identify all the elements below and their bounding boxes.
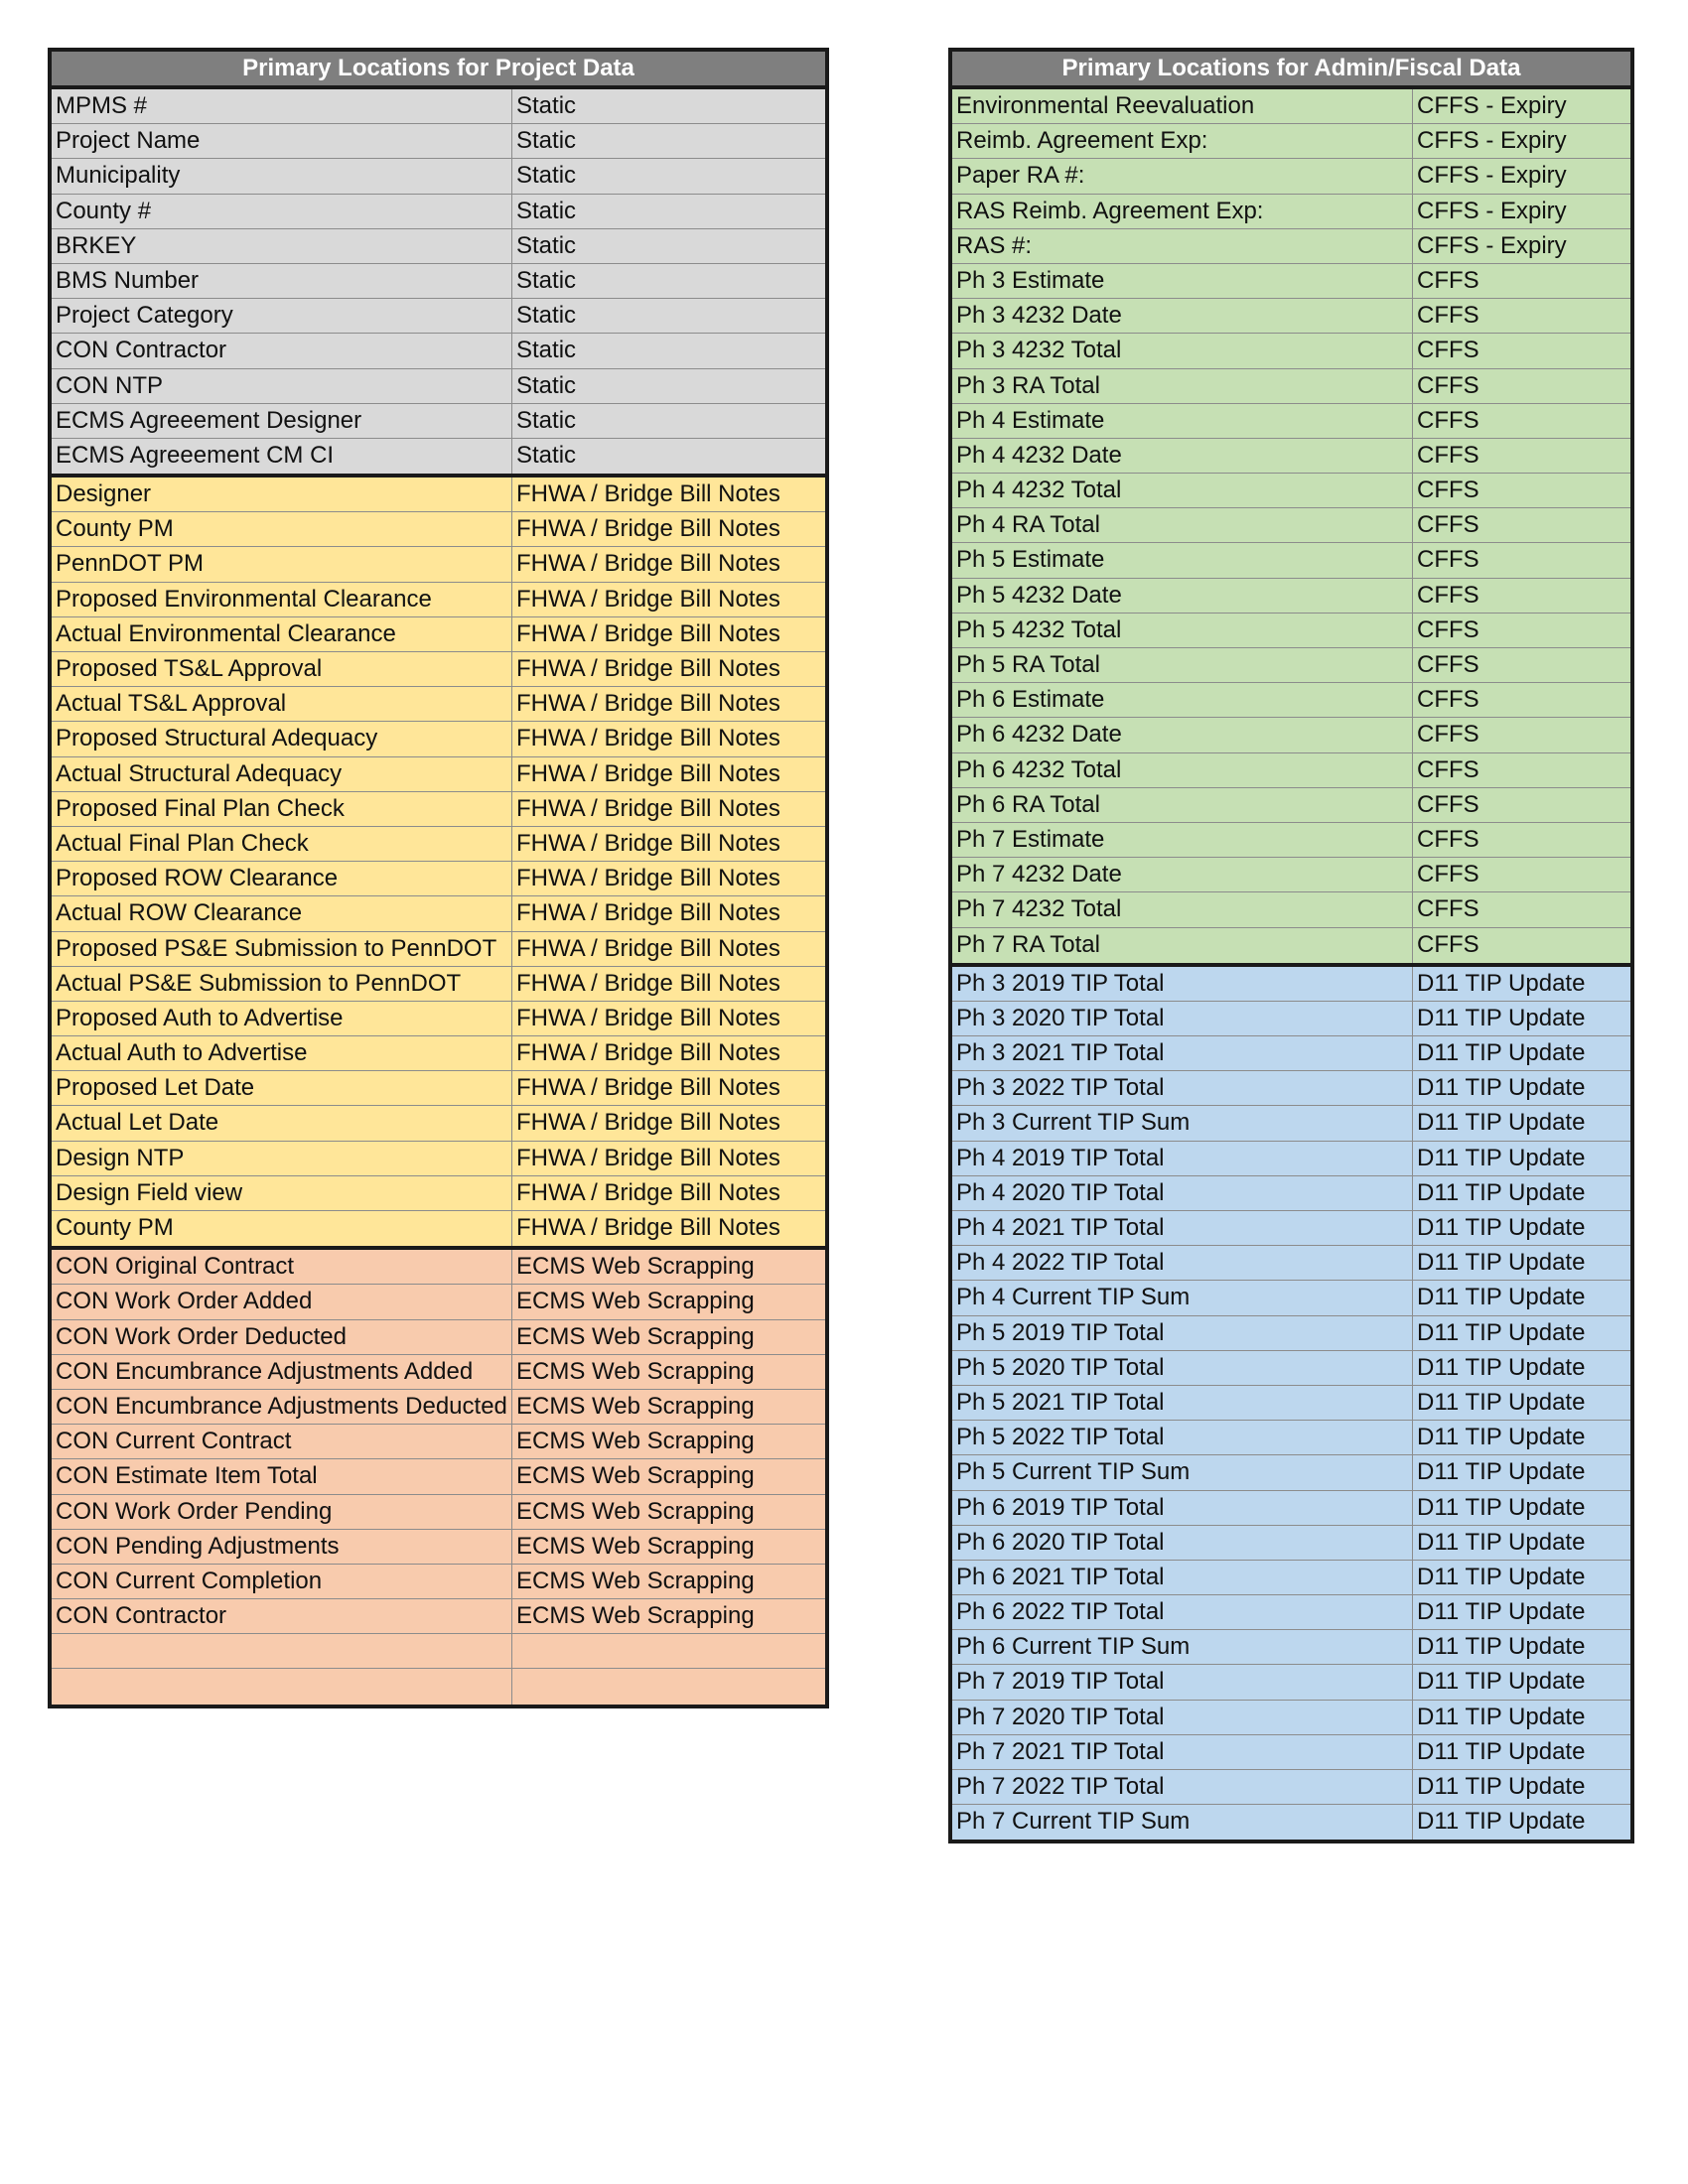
source-cell: FHWA / Bridge Bill Notes xyxy=(516,619,780,647)
field-name-cell: Proposed Final Plan Check xyxy=(52,792,512,826)
table-row xyxy=(52,1106,825,1141)
source-cell: D11 TIP Update xyxy=(1417,1528,1586,1556)
table-row xyxy=(952,334,1630,368)
table-row xyxy=(952,159,1630,194)
table-row xyxy=(52,299,825,334)
field-name-cell: CON Encumbrance Adjustments Added xyxy=(52,1355,512,1389)
source-cell: Static xyxy=(516,441,577,469)
field-name-cell: Ph 5 2020 TIP Total xyxy=(952,1351,1413,1385)
field-name-cell: Design Field view xyxy=(52,1176,512,1210)
source-cell: CFFS - Expiry xyxy=(1417,231,1567,259)
source-cell: Static xyxy=(516,266,577,294)
field-name-cell: Ph 7 2019 TIP Total xyxy=(952,1665,1413,1699)
table-row xyxy=(952,264,1630,299)
source-cell: CFFS - Expiry xyxy=(1417,162,1567,190)
source-cell: FHWA / Bridge Bill Notes xyxy=(516,829,780,857)
table-row xyxy=(952,369,1630,404)
source-cell: ECMS Web Scrapping xyxy=(516,1428,755,1455)
table-row xyxy=(952,1246,1630,1281)
field-name-cell: Actual Structural Adequacy xyxy=(52,757,512,791)
source-cell: D11 TIP Update xyxy=(1417,1074,1586,1102)
table-row xyxy=(952,1142,1630,1176)
source-cell: FHWA / Bridge Bill Notes xyxy=(516,515,780,543)
field-name-cell: PennDOT PM xyxy=(52,547,512,581)
field-name-cell: CON Current Completion xyxy=(52,1565,512,1598)
table-row xyxy=(952,858,1630,892)
table-row xyxy=(952,299,1630,334)
table-row xyxy=(52,862,825,896)
table-row xyxy=(52,583,825,617)
field-name-cell: Proposed Environmental Clearance xyxy=(52,583,512,616)
source-cell: D11 TIP Update xyxy=(1417,1424,1586,1451)
source-cell: CFFS xyxy=(1417,406,1479,434)
field-name-cell: Ph 4 2019 TIP Total xyxy=(952,1142,1413,1175)
source-cell: FHWA / Bridge Bill Notes xyxy=(516,1039,780,1067)
source-cell: ECMS Web Scrapping xyxy=(516,1462,755,1490)
table-row xyxy=(52,1002,825,1036)
source-cell: D11 TIP Update xyxy=(1417,1388,1586,1416)
source-cell: CFFS xyxy=(1417,861,1479,888)
table-row xyxy=(952,124,1630,159)
source-cell: FHWA / Bridge Bill Notes xyxy=(516,969,780,997)
source-cell: D11 TIP Update xyxy=(1417,1458,1586,1486)
table-row xyxy=(952,508,1630,543)
table-row xyxy=(52,1285,825,1319)
field-name-cell: CON Current Contract xyxy=(52,1425,512,1458)
table-row xyxy=(952,1491,1630,1526)
field-name-cell: CON Work Order Deducted xyxy=(52,1320,512,1354)
field-name-cell: Ph 4 4232 Total xyxy=(952,474,1413,507)
field-name-cell: County # xyxy=(52,195,512,228)
source-cell: D11 TIP Update xyxy=(1417,1214,1586,1241)
admin-fiscal-data-table-title: Primary Locations for Admin/Fiscal Data xyxy=(952,52,1630,89)
source-cell: Static xyxy=(516,406,577,434)
table-row xyxy=(952,89,1630,124)
field-name-cell: Municipality xyxy=(52,159,512,193)
field-name-cell: Ph 4 Current TIP Sum xyxy=(952,1281,1413,1314)
source-cell: FHWA / Bridge Bill Notes xyxy=(516,934,780,962)
source-cell: ECMS Web Scrapping xyxy=(516,1497,755,1525)
source-cell: CFFS xyxy=(1417,371,1479,399)
field-name-cell: Ph 5 4232 Date xyxy=(952,579,1413,613)
table-row xyxy=(52,369,825,404)
table-row xyxy=(952,648,1630,683)
table-row xyxy=(52,1142,825,1176)
table-row xyxy=(952,967,1630,1002)
table-row xyxy=(52,1355,825,1390)
field-name-cell: Ph 5 Estimate xyxy=(952,543,1413,577)
field-name-cell: Proposed Structural Adequacy xyxy=(52,722,512,755)
table-row xyxy=(52,967,825,1002)
field-name-cell: Ph 3 4232 Date xyxy=(952,299,1413,333)
table-row xyxy=(952,683,1630,718)
table-row xyxy=(952,1735,1630,1770)
field-name-cell: Ph 6 Current TIP Sum xyxy=(952,1630,1413,1664)
table-row xyxy=(952,229,1630,264)
source-cell: ECMS Web Scrapping xyxy=(516,1288,755,1315)
field-name-cell: Actual Let Date xyxy=(52,1106,512,1140)
table-row xyxy=(952,1421,1630,1455)
table-row xyxy=(952,892,1630,927)
source-cell: D11 TIP Update xyxy=(1417,1598,1586,1626)
source-cell: D11 TIP Update xyxy=(1417,1004,1586,1031)
source-cell: CFFS xyxy=(1417,441,1479,469)
field-name-cell: Ph 4 2022 TIP Total xyxy=(952,1246,1413,1280)
source-cell: CFFS xyxy=(1417,721,1479,749)
source-cell: Static xyxy=(516,127,577,155)
source-cell: CFFS - Expiry xyxy=(1417,127,1567,155)
field-name-cell: Ph 4 4232 Date xyxy=(952,439,1413,473)
table-row xyxy=(52,1176,825,1211)
field-name-cell: Ph 4 2020 TIP Total xyxy=(952,1176,1413,1210)
source-cell: CFFS - Expiry xyxy=(1417,92,1567,119)
table-row xyxy=(952,1002,1630,1036)
table-row xyxy=(52,757,825,792)
table-row xyxy=(952,1630,1630,1665)
source-cell: D11 TIP Update xyxy=(1417,1353,1586,1381)
source-cell: Static xyxy=(516,197,577,224)
field-name-cell: Ph 7 2022 TIP Total xyxy=(952,1770,1413,1804)
table-row xyxy=(952,928,1630,963)
source-cell xyxy=(512,1634,825,1668)
project-data-table xyxy=(48,48,829,1708)
source-cell: CFFS xyxy=(1417,790,1479,818)
source-cell: FHWA / Bridge Bill Notes xyxy=(516,1178,780,1206)
source-cell: FHWA / Bridge Bill Notes xyxy=(516,655,780,682)
source-cell: D11 TIP Update xyxy=(1417,1249,1586,1277)
source-cell: D11 TIP Update xyxy=(1417,1808,1586,1836)
source-cell: FHWA / Bridge Bill Notes xyxy=(516,480,780,508)
table-row xyxy=(52,792,825,827)
table-row xyxy=(52,1530,825,1565)
table-row xyxy=(952,753,1630,788)
source-cell: D11 TIP Update xyxy=(1417,1773,1586,1800)
table-row xyxy=(52,1669,825,1704)
table-row xyxy=(52,547,825,582)
table-row xyxy=(952,788,1630,823)
source-cell: FHWA / Bridge Bill Notes xyxy=(516,899,780,927)
table-row xyxy=(52,195,825,229)
source-cell: D11 TIP Update xyxy=(1417,1039,1586,1067)
table-row xyxy=(952,1351,1630,1386)
field-name-cell: CON NTP xyxy=(52,369,512,403)
field-name-cell: CON Original Contract xyxy=(52,1250,512,1284)
source-cell: ECMS Web Scrapping xyxy=(516,1392,755,1420)
field-name-cell: CON Contractor xyxy=(52,334,512,367)
field-name-cell: CON Work Order Pending xyxy=(52,1495,512,1529)
source-cell: D11 TIP Update xyxy=(1417,1284,1586,1311)
admin-fiscal-data-table xyxy=(948,48,1634,1843)
source-cell: Static xyxy=(516,371,577,399)
source-cell: FHWA / Bridge Bill Notes xyxy=(516,550,780,578)
table-row xyxy=(952,1665,1630,1700)
table-row xyxy=(952,579,1630,614)
table-row xyxy=(952,1106,1630,1141)
table-row xyxy=(52,404,825,439)
table-row xyxy=(52,1565,825,1599)
table-row xyxy=(52,1634,825,1669)
field-name-cell: Ph 3 Estimate xyxy=(952,264,1413,298)
table-row xyxy=(52,617,825,652)
source-cell: D11 TIP Update xyxy=(1417,1633,1586,1661)
table-row xyxy=(952,614,1630,648)
source-cell: D11 TIP Update xyxy=(1417,1144,1586,1171)
table-row xyxy=(52,1250,825,1285)
source-cell: CFFS xyxy=(1417,477,1479,504)
source-cell xyxy=(512,1669,825,1704)
source-cell: CFFS xyxy=(1417,895,1479,923)
field-name-cell: Ph 4 Estimate xyxy=(952,404,1413,438)
admin-fiscal-data-table-body xyxy=(952,89,1630,1840)
field-name-cell: Proposed Let Date xyxy=(52,1071,512,1105)
source-cell: D11 TIP Update xyxy=(1417,1703,1586,1730)
field-name-cell: CON Contractor xyxy=(52,1599,512,1633)
source-cell: CFFS xyxy=(1417,651,1479,678)
source-cell: FHWA / Bridge Bill Notes xyxy=(516,1144,780,1171)
source-cell: CFFS xyxy=(1417,686,1479,714)
table-row xyxy=(52,229,825,264)
field-name-cell: Ph 3 4232 Total xyxy=(952,334,1413,367)
table-row xyxy=(952,543,1630,578)
source-cell: CFFS xyxy=(1417,930,1479,958)
field-name-cell: Actual Final Plan Check xyxy=(52,827,512,861)
source-cell: CFFS xyxy=(1417,825,1479,853)
section-tip xyxy=(952,963,1630,1841)
field-name-cell: Actual Environmental Clearance xyxy=(52,617,512,651)
field-name-cell: Ph 6 2020 TIP Total xyxy=(952,1526,1413,1560)
field-name-cell: Design NTP xyxy=(52,1142,512,1175)
source-cell: FHWA / Bridge Bill Notes xyxy=(516,1004,780,1031)
source-cell: ECMS Web Scrapping xyxy=(516,1532,755,1560)
field-name-cell: Ph 3 RA Total xyxy=(952,369,1413,403)
field-name-cell: County PM xyxy=(52,1211,512,1246)
field-name-cell: Paper RA #: xyxy=(952,159,1413,193)
table-row xyxy=(52,722,825,756)
table-row xyxy=(52,439,825,474)
source-cell: D11 TIP Update xyxy=(1417,969,1586,997)
table-row xyxy=(52,1036,825,1071)
field-name-cell: Reimb. Agreement Exp: xyxy=(952,124,1413,158)
table-row xyxy=(952,1281,1630,1315)
table-row xyxy=(52,264,825,299)
field-name-cell: BRKEY xyxy=(52,229,512,263)
field-name-cell: Proposed PS&E Submission to PennDOT xyxy=(52,932,512,966)
field-name-cell: County PM xyxy=(52,512,512,546)
field-name-cell: CON Encumbrance Adjustments Deducted xyxy=(52,1390,512,1424)
source-cell: D11 TIP Update xyxy=(1417,1737,1586,1765)
field-name-cell: Ph 7 RA Total xyxy=(952,928,1413,963)
source-cell: ECMS Web Scrapping xyxy=(516,1567,755,1594)
field-name-cell: Ph 6 Estimate xyxy=(952,683,1413,717)
field-name-cell: Project Category xyxy=(52,299,512,333)
field-name-cell: Ph 6 2019 TIP Total xyxy=(952,1491,1413,1525)
table-row xyxy=(52,1390,825,1425)
table-row xyxy=(52,1599,825,1634)
field-name-cell: ECMS Agreeement CM CI xyxy=(52,439,512,474)
field-name-cell: CON Work Order Added xyxy=(52,1285,512,1318)
table-row xyxy=(952,1386,1630,1421)
field-name-cell: Ph 7 2020 TIP Total xyxy=(952,1701,1413,1734)
table-row xyxy=(52,124,825,159)
table-row xyxy=(52,1211,825,1246)
table-row xyxy=(52,932,825,967)
table-row xyxy=(952,1211,1630,1246)
field-name-cell: Ph 6 2022 TIP Total xyxy=(952,1595,1413,1629)
table-row xyxy=(52,334,825,368)
table-row xyxy=(952,1561,1630,1595)
source-cell: FHWA / Bridge Bill Notes xyxy=(516,585,780,613)
field-name-cell: MPMS # xyxy=(52,89,512,123)
source-cell: CFFS xyxy=(1417,581,1479,609)
table-row xyxy=(52,159,825,194)
field-name-cell: Ph 6 2021 TIP Total xyxy=(952,1561,1413,1594)
table-row xyxy=(952,195,1630,229)
table-row xyxy=(952,439,1630,474)
table-row xyxy=(52,1071,825,1106)
source-cell: ECMS Web Scrapping xyxy=(516,1602,755,1630)
field-name-cell: Ph 7 2021 TIP Total xyxy=(952,1735,1413,1769)
table-row xyxy=(52,652,825,687)
source-cell: D11 TIP Update xyxy=(1417,1668,1586,1696)
table-row xyxy=(952,404,1630,439)
field-name-cell: Ph 5 RA Total xyxy=(952,648,1413,682)
table-row xyxy=(952,718,1630,752)
field-name-cell: Ph 3 2019 TIP Total xyxy=(952,967,1413,1001)
source-cell: Static xyxy=(516,302,577,330)
field-name-cell: Ph 5 2019 TIP Total xyxy=(952,1316,1413,1350)
field-name-cell: RAS #: xyxy=(952,229,1413,263)
source-cell: CFFS xyxy=(1417,546,1479,574)
source-cell: Static xyxy=(516,162,577,190)
field-name-cell: BMS Number xyxy=(52,264,512,298)
field-name-cell: Ph 4 RA Total xyxy=(952,508,1413,542)
section-ecms xyxy=(52,1246,825,1704)
field-name-cell: CON Pending Adjustments xyxy=(52,1530,512,1564)
table-row xyxy=(52,687,825,722)
field-name-cell: Ph 3 Current TIP Sum xyxy=(952,1106,1413,1140)
field-name-cell: Ph 6 RA Total xyxy=(952,788,1413,822)
field-name-cell: Actual ROW Clearance xyxy=(52,896,512,930)
field-name-cell: Ph 3 2022 TIP Total xyxy=(952,1071,1413,1105)
source-cell: FHWA / Bridge Bill Notes xyxy=(516,725,780,752)
source-cell: CFFS xyxy=(1417,337,1479,364)
table-row xyxy=(52,1320,825,1355)
source-cell: CFFS xyxy=(1417,755,1479,783)
source-cell: D11 TIP Update xyxy=(1417,1109,1586,1137)
source-cell: CFFS xyxy=(1417,615,1479,643)
field-name-cell: Ph 5 Current TIP Sum xyxy=(952,1455,1413,1489)
table-row xyxy=(952,1455,1630,1490)
source-cell: FHWA / Bridge Bill Notes xyxy=(516,1214,780,1241)
field-name-cell: Actual Auth to Advertise xyxy=(52,1036,512,1070)
field-name-cell: Ph 4 2021 TIP Total xyxy=(952,1211,1413,1245)
source-cell: ECMS Web Scrapping xyxy=(516,1357,755,1385)
table-row xyxy=(52,827,825,862)
field-name-cell: Ph 6 4232 Total xyxy=(952,753,1413,787)
source-cell: FHWA / Bridge Bill Notes xyxy=(516,690,780,718)
project-data-table-body xyxy=(52,89,825,1705)
source-cell: D11 TIP Update xyxy=(1417,1563,1586,1590)
field-name-cell: Actual PS&E Submission to PennDOT xyxy=(52,967,512,1001)
table-row xyxy=(52,1495,825,1530)
source-cell: FHWA / Bridge Bill Notes xyxy=(516,1109,780,1137)
source-cell: FHWA / Bridge Bill Notes xyxy=(516,794,780,822)
section-fhwa xyxy=(52,474,825,1246)
field-name-cell: Ph 3 2021 TIP Total xyxy=(952,1036,1413,1070)
field-name-cell: Ph 7 Estimate xyxy=(952,823,1413,857)
field-name-cell xyxy=(52,1669,512,1704)
table-row xyxy=(952,823,1630,858)
field-name-cell: Ph 5 2021 TIP Total xyxy=(952,1386,1413,1420)
table-row xyxy=(952,1701,1630,1735)
table-row xyxy=(952,1316,1630,1351)
source-cell: CFFS xyxy=(1417,302,1479,330)
source-cell: D11 TIP Update xyxy=(1417,1178,1586,1206)
table-row xyxy=(52,1459,825,1494)
table-row xyxy=(952,1595,1630,1630)
table-row xyxy=(952,1805,1630,1840)
field-name-cell: Ph 5 4232 Total xyxy=(952,614,1413,647)
table-row xyxy=(52,512,825,547)
table-row xyxy=(52,89,825,124)
table-row xyxy=(952,474,1630,508)
field-name-cell: Actual TS&L Approval xyxy=(52,687,512,721)
section-static xyxy=(52,89,825,474)
source-cell: D11 TIP Update xyxy=(1417,1493,1586,1521)
table-row xyxy=(52,896,825,931)
project-data-table-title: Primary Locations for Project Data xyxy=(52,52,825,89)
field-name-cell: Proposed Auth to Advertise xyxy=(52,1002,512,1035)
source-cell: CFFS - Expiry xyxy=(1417,197,1567,224)
source-cell: FHWA / Bridge Bill Notes xyxy=(516,759,780,787)
field-name-cell: Designer xyxy=(52,478,512,511)
field-name-cell: Ph 5 2022 TIP Total xyxy=(952,1421,1413,1454)
field-name-cell: Ph 6 4232 Date xyxy=(952,718,1413,751)
field-name-cell: Ph 3 2020 TIP Total xyxy=(952,1002,1413,1035)
source-cell: Static xyxy=(516,231,577,259)
source-cell: Static xyxy=(516,92,577,119)
field-name-cell: Ph 7 Current TIP Sum xyxy=(952,1805,1413,1840)
field-name-cell: CON Estimate Item Total xyxy=(52,1459,512,1493)
field-name-cell: ECMS Agreeement Designer xyxy=(52,404,512,438)
source-cell: CFFS xyxy=(1417,511,1479,539)
source-cell: Static xyxy=(516,337,577,364)
source-cell: FHWA / Bridge Bill Notes xyxy=(516,1074,780,1102)
table-row xyxy=(52,1425,825,1459)
field-name-cell: Project Name xyxy=(52,124,512,158)
section-cffs xyxy=(952,89,1630,963)
table-row xyxy=(952,1036,1630,1071)
source-cell: D11 TIP Update xyxy=(1417,1318,1586,1346)
table-row xyxy=(952,1770,1630,1805)
field-name-cell: Environmental Reevaluation xyxy=(952,89,1413,123)
field-name-cell: Proposed TS&L Approval xyxy=(52,652,512,686)
field-name-cell: Ph 7 4232 Date xyxy=(952,858,1413,891)
table-row xyxy=(52,478,825,512)
table-row xyxy=(952,1176,1630,1211)
table-row xyxy=(952,1526,1630,1561)
source-cell: ECMS Web Scrapping xyxy=(516,1322,755,1350)
field-name-cell xyxy=(52,1634,512,1668)
source-cell: FHWA / Bridge Bill Notes xyxy=(516,865,780,892)
field-name-cell: Ph 7 4232 Total xyxy=(952,892,1413,926)
field-name-cell: Proposed ROW Clearance xyxy=(52,862,512,895)
field-name-cell: RAS Reimb. Agreement Exp: xyxy=(952,195,1413,228)
source-cell: CFFS xyxy=(1417,266,1479,294)
table-row xyxy=(952,1071,1630,1106)
source-cell: ECMS Web Scrapping xyxy=(516,1253,755,1281)
